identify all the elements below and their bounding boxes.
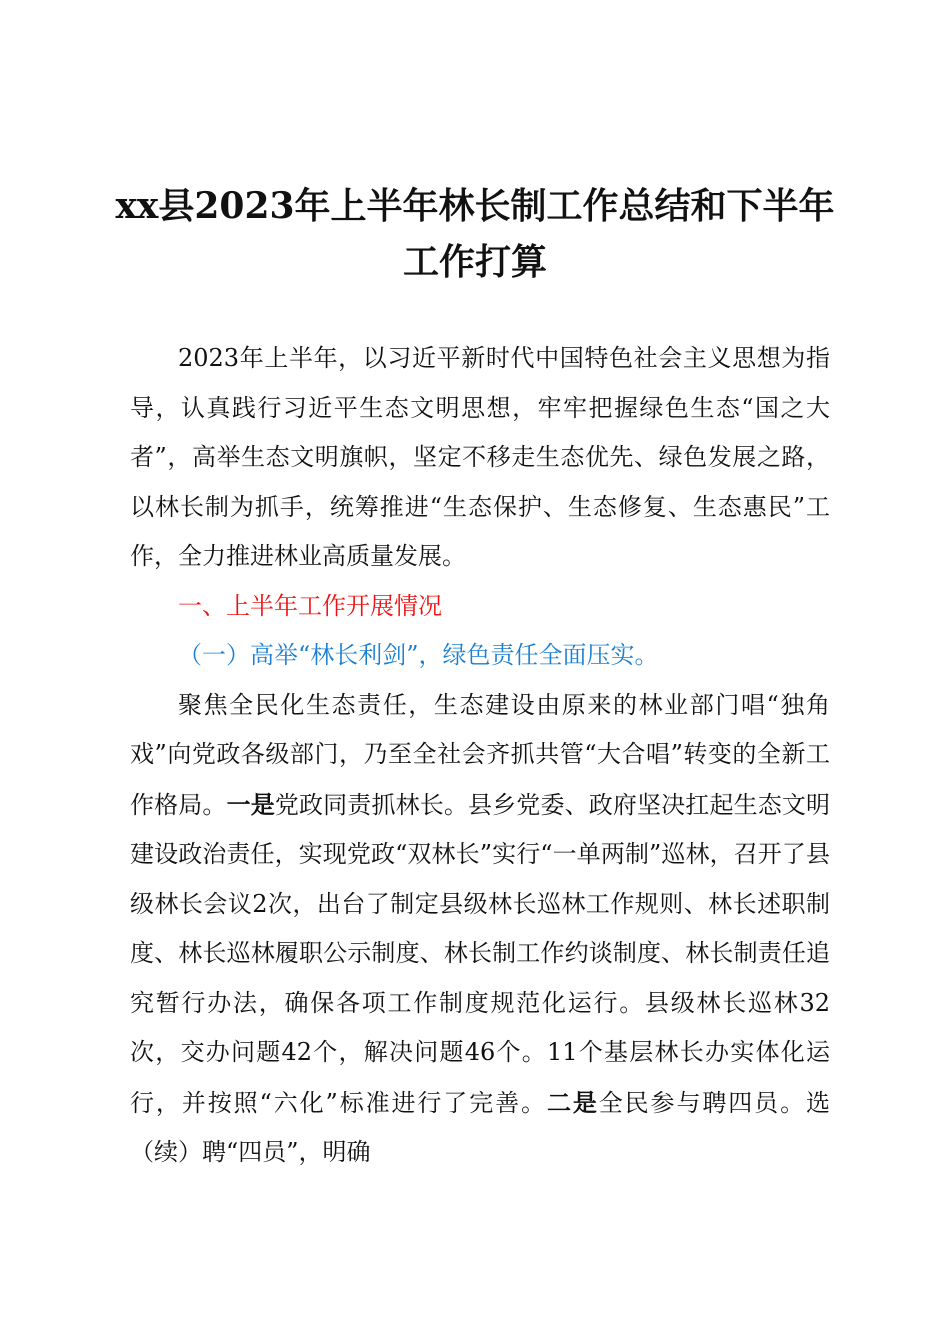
subsection-heading: （一）高举“林长利剑”，绿色责任全面压实。 bbox=[178, 641, 659, 669]
document-body bbox=[130, 334, 830, 1178]
document-title bbox=[100, 178, 850, 290]
paragraph-text: 党政同责抓林长。县乡党委、政府坚决扛起生态文明建设政治责任，实现党政“双林长”实行“一单两制”巡林，召开了县级林长会议2次，出台了制定县级林长巡林工作规则、林长述职制度、林长巡林履职公示制度、林长制工作约谈制度、林长制责任追究暂行办法，确保各项工作制度规范化运行。县级林长巡林32次，交办问题42个，解决问题46个。11个基层林长办实体化运行，并按照“六化”标准进行了完善。 bbox=[130, 790, 831, 1117]
bold-marker-first: 一是 bbox=[226, 789, 275, 819]
title-line-2: 工作打算 bbox=[402, 241, 547, 283]
section-heading: 一、上半年工作开展情况 bbox=[178, 591, 442, 620]
paragraph-text: 全民参与聘四员。选（续）聘“四员”，明确 bbox=[130, 1088, 830, 1166]
bold-marker-second: 二是 bbox=[546, 1087, 599, 1117]
body-paragraph bbox=[130, 681, 830, 1178]
intro-paragraph: 2023年上半年，以习近平新时代中国特色社会主义思想为指导，认真践行习近平生态文明思想，牢牢把握绿色生态“国之大者”，高举生态文明旗帜，坚定不移走生态优先、绿色发展之路，以林长制为抓手，统筹推进“生态保护、生态修复、生态惠民”工作，全力推进林业高质量发展。 bbox=[130, 344, 830, 570]
paragraph-text: 聚焦全民化生态责任，生态建设由原来的林业部门唱“独角戏”向党政各级部门，乃至全社会齐抓共管“大合唱”转变的全新工作格局。 bbox=[130, 690, 830, 819]
title-line-1: xx县2023年上半年林长制工作总结和下半年 bbox=[115, 185, 835, 227]
